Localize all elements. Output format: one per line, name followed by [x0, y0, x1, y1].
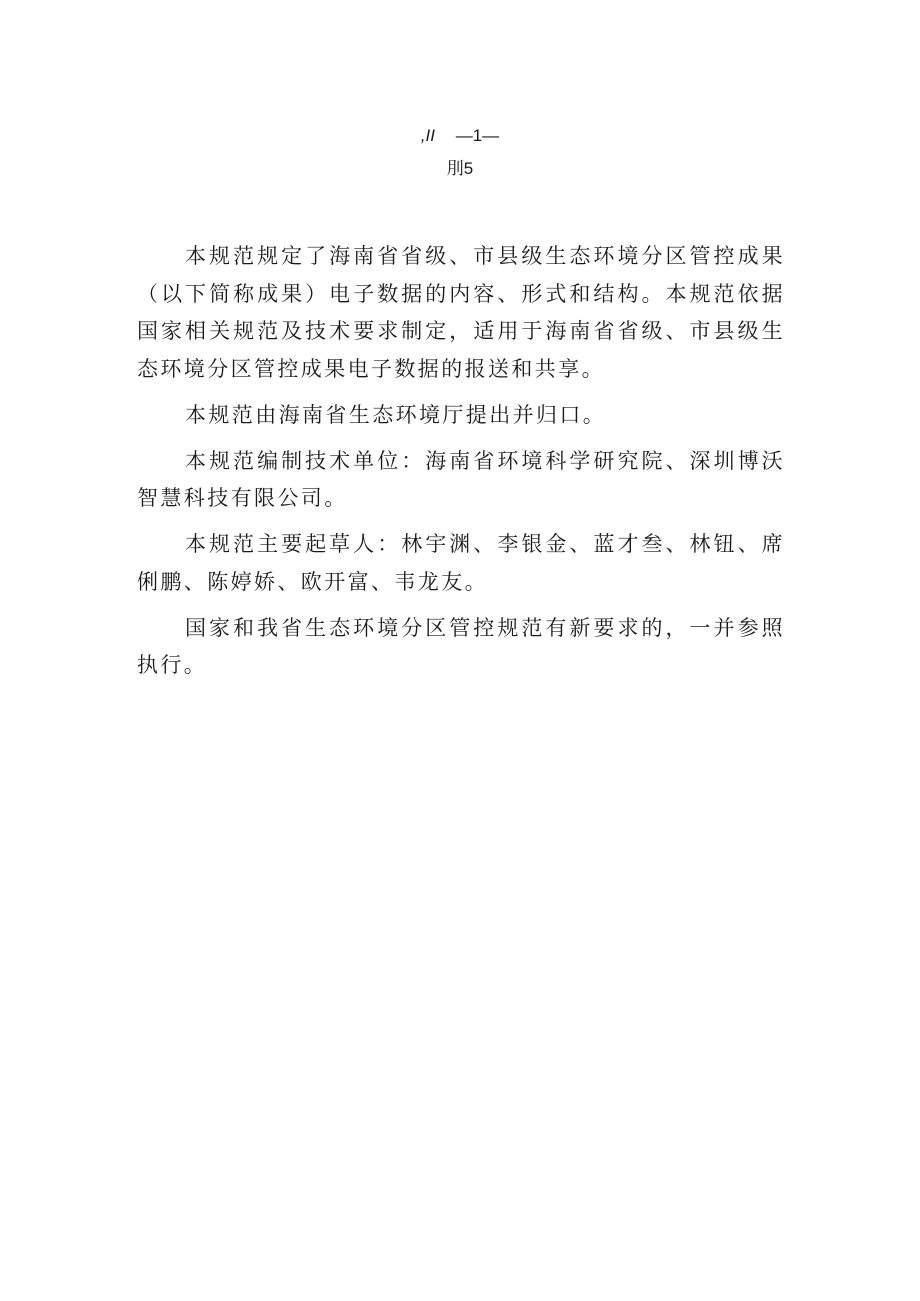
document-body: [137, 238, 785, 693]
paragraph-scope: 本规范规定了海南省省级、市县级生态环境分区管控成果（以下简称成果）电子数据的内容、形式和结构。本规范依据国家相关规范及技术要求制定，适用于海南省省级、市县级生态环境分区管控成果电子数据的报送和共享。: [137, 244, 785, 381]
paragraph-drafters: 本规范主要起草人：林宇渊、李银金、蓝才叁、林钮、席俐鹏、陈婷娇、欧开富、韦龙友。: [137, 532, 785, 594]
page-number: —1—: [455, 126, 500, 145]
document-heading: 刖5: [446, 159, 474, 178]
page-marker: [0, 126, 920, 146]
paragraph-technical-units: 本规范编制技术单位：海南省环境科学研究院、深圳博沃智慧科技有限公司。: [137, 448, 785, 510]
paragraph-new-requirements: 国家和我省生态环境分区管控规范有新要求的，一并参照执行。: [137, 615, 785, 677]
header-mark: ,II: [420, 126, 435, 145]
paragraph-authority: 本规范由海南省生态环境厅提出并归口。: [185, 402, 607, 427]
